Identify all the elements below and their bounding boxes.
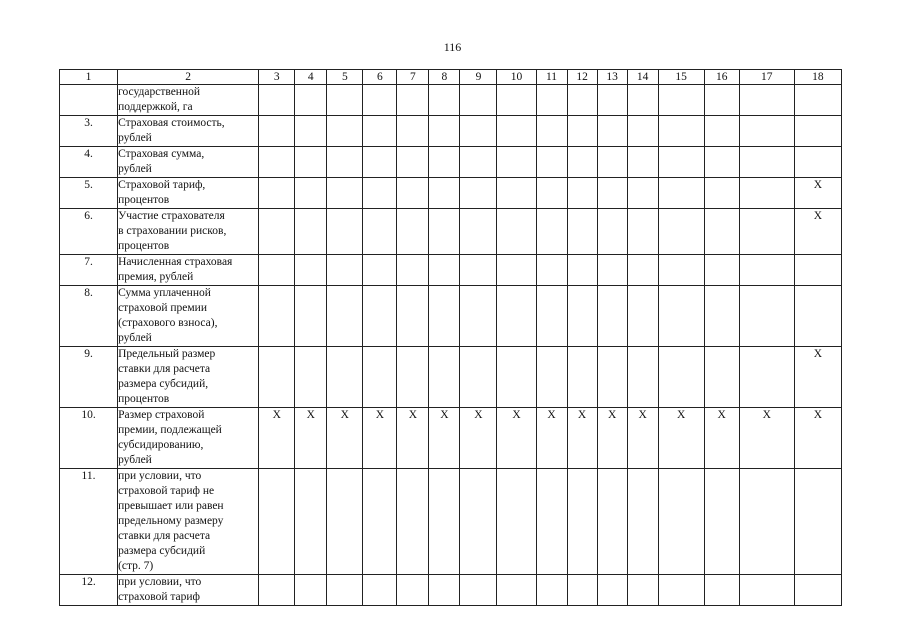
data-cell bbox=[567, 85, 597, 116]
data-cell bbox=[658, 85, 704, 116]
data-cell bbox=[658, 209, 704, 255]
column-header: 7 bbox=[397, 70, 429, 85]
data-cell bbox=[739, 147, 794, 178]
column-header: 5 bbox=[327, 70, 363, 85]
row-label-line: Начисленная страховая bbox=[118, 256, 233, 268]
row-label-line: Страховой тариф, bbox=[118, 179, 206, 191]
data-cell bbox=[327, 286, 363, 347]
data-cell bbox=[460, 85, 497, 116]
row-number: 11. bbox=[60, 469, 118, 575]
column-header: 2 bbox=[118, 70, 259, 85]
data-cell: Х bbox=[627, 408, 658, 469]
data-cell bbox=[704, 116, 739, 147]
row-label-line: Участие страхователя bbox=[118, 210, 225, 222]
data-cell bbox=[497, 469, 536, 575]
column-header: 4 bbox=[295, 70, 327, 85]
table-row bbox=[60, 408, 842, 469]
data-cell bbox=[460, 469, 497, 575]
row-label-line: ставки для расчета bbox=[118, 530, 211, 542]
page-number: 116 bbox=[443, 40, 462, 54]
data-cell bbox=[327, 209, 363, 255]
data-cell bbox=[397, 255, 429, 286]
data-cell bbox=[704, 209, 739, 255]
data-cell bbox=[429, 286, 460, 347]
row-label-line: (страхового взноса), bbox=[118, 317, 218, 329]
row-label-line: рублей bbox=[118, 454, 152, 466]
row-label-line: страховой премии bbox=[118, 302, 207, 314]
data-cell bbox=[460, 116, 497, 147]
column-header: 9 bbox=[460, 70, 497, 85]
data-cell bbox=[739, 255, 794, 286]
column-header: 15 bbox=[658, 70, 704, 85]
data-cell bbox=[497, 575, 536, 606]
row-label-line: ставки для расчета bbox=[118, 363, 211, 375]
row-label-line: поддержкой, га bbox=[118, 101, 193, 113]
data-cell: Х bbox=[295, 408, 327, 469]
data-cell bbox=[259, 85, 295, 116]
data-cell bbox=[397, 286, 429, 347]
data-cell bbox=[429, 85, 460, 116]
data-cell bbox=[429, 209, 460, 255]
data-cell bbox=[627, 255, 658, 286]
column-header: 12 bbox=[567, 70, 597, 85]
column-header: 3 bbox=[259, 70, 295, 85]
data-cell bbox=[658, 255, 704, 286]
data-cell bbox=[327, 178, 363, 209]
data-cell bbox=[295, 255, 327, 286]
row-label bbox=[118, 469, 259, 575]
data-cell bbox=[497, 255, 536, 286]
data-cell: Х bbox=[794, 209, 841, 255]
row-number: 3. bbox=[60, 116, 118, 147]
data-cell bbox=[363, 286, 397, 347]
data-cell bbox=[460, 209, 497, 255]
column-header: 18 bbox=[794, 70, 841, 85]
table-row bbox=[60, 209, 842, 255]
row-number: 5. bbox=[60, 178, 118, 209]
data-cell: Х bbox=[536, 408, 567, 469]
data-cell bbox=[567, 469, 597, 575]
row-label bbox=[118, 286, 259, 347]
data-cell bbox=[536, 178, 567, 209]
data-cell bbox=[295, 147, 327, 178]
row-label-line: премии, подлежащей bbox=[118, 424, 222, 436]
form-table bbox=[59, 69, 842, 606]
data-cell bbox=[627, 209, 658, 255]
data-cell bbox=[259, 469, 295, 575]
data-cell bbox=[259, 209, 295, 255]
column-header: 10 bbox=[497, 70, 536, 85]
data-cell bbox=[739, 209, 794, 255]
row-label-line: превышает или равен bbox=[118, 500, 224, 512]
column-header: 11 bbox=[536, 70, 567, 85]
data-cell bbox=[327, 575, 363, 606]
data-cell bbox=[397, 178, 429, 209]
data-cell: Х bbox=[567, 408, 597, 469]
row-label-line: Страховая сумма, bbox=[118, 148, 205, 160]
data-cell bbox=[363, 469, 397, 575]
data-cell bbox=[794, 147, 841, 178]
data-cell bbox=[739, 286, 794, 347]
data-cell bbox=[363, 347, 397, 408]
data-cell: Х bbox=[597, 408, 627, 469]
data-cell bbox=[658, 347, 704, 408]
row-label-line: рублей bbox=[118, 332, 152, 344]
data-cell bbox=[429, 178, 460, 209]
data-cell bbox=[597, 116, 627, 147]
data-cell bbox=[597, 347, 627, 408]
row-label-line: размера субсидий, bbox=[118, 378, 209, 390]
data-cell bbox=[327, 116, 363, 147]
row-label-line: при условии, что bbox=[118, 470, 202, 482]
row-label-line: страховой тариф bbox=[118, 591, 201, 603]
row-label bbox=[118, 575, 259, 606]
data-cell bbox=[397, 147, 429, 178]
data-cell: Х bbox=[794, 178, 841, 209]
data-cell bbox=[658, 469, 704, 575]
data-cell: Х bbox=[739, 408, 794, 469]
data-cell bbox=[739, 178, 794, 209]
data-cell bbox=[259, 178, 295, 209]
data-cell bbox=[794, 575, 841, 606]
data-cell: Х bbox=[704, 408, 739, 469]
data-cell bbox=[536, 286, 567, 347]
data-cell bbox=[704, 255, 739, 286]
data-cell bbox=[363, 85, 397, 116]
data-cell bbox=[704, 286, 739, 347]
row-label-line: предельному размеру bbox=[118, 515, 224, 527]
data-cell bbox=[460, 147, 497, 178]
data-cell bbox=[597, 178, 627, 209]
data-cell bbox=[429, 116, 460, 147]
data-cell bbox=[497, 85, 536, 116]
column-header: 17 bbox=[739, 70, 794, 85]
row-label-line: размера субсидий bbox=[118, 545, 206, 557]
data-cell bbox=[327, 147, 363, 178]
data-cell bbox=[259, 286, 295, 347]
data-cell bbox=[536, 347, 567, 408]
row-label-line: Сумма уплаченной bbox=[118, 287, 211, 299]
data-cell bbox=[536, 116, 567, 147]
row-number: 6. bbox=[60, 209, 118, 255]
row-label-line: премия, рублей bbox=[118, 271, 194, 283]
row-number: 9. bbox=[60, 347, 118, 408]
row-label bbox=[118, 85, 259, 116]
data-cell bbox=[363, 116, 397, 147]
row-label bbox=[118, 178, 259, 209]
table-row bbox=[60, 469, 842, 575]
row-label-line: в страховании рисков, bbox=[118, 225, 227, 237]
data-cell: Х bbox=[658, 408, 704, 469]
row-label-line: Страховая стоимость, bbox=[118, 117, 225, 129]
data-cell bbox=[295, 469, 327, 575]
data-cell bbox=[397, 209, 429, 255]
row-label-line: (стр. 7) bbox=[118, 560, 154, 572]
data-cell bbox=[739, 116, 794, 147]
data-cell bbox=[397, 116, 429, 147]
data-cell bbox=[627, 85, 658, 116]
data-cell bbox=[460, 575, 497, 606]
data-cell bbox=[363, 147, 397, 178]
data-cell bbox=[704, 469, 739, 575]
data-cell: Х bbox=[259, 408, 295, 469]
column-header: 13 bbox=[597, 70, 627, 85]
column-header: 8 bbox=[429, 70, 460, 85]
data-cell bbox=[597, 85, 627, 116]
data-cell bbox=[739, 85, 794, 116]
data-cell bbox=[704, 575, 739, 606]
data-cell bbox=[536, 209, 567, 255]
data-cell bbox=[704, 85, 739, 116]
data-cell bbox=[739, 469, 794, 575]
column-header-row bbox=[60, 70, 842, 85]
row-label-line: субсидированию, bbox=[118, 439, 204, 451]
column-header: 1 bbox=[60, 70, 118, 85]
data-cell bbox=[460, 255, 497, 286]
row-number: 4. bbox=[60, 147, 118, 178]
data-cell bbox=[397, 347, 429, 408]
row-label-line: при условии, что bbox=[118, 576, 202, 588]
table-row bbox=[60, 116, 842, 147]
data-cell: Х bbox=[460, 408, 497, 469]
data-cell bbox=[460, 178, 497, 209]
row-label-line: страховой тариф не bbox=[118, 485, 215, 497]
data-cell bbox=[627, 147, 658, 178]
data-cell bbox=[259, 147, 295, 178]
table-row bbox=[60, 178, 842, 209]
table-row bbox=[60, 85, 842, 116]
data-cell bbox=[627, 347, 658, 408]
row-label-line: процентов bbox=[118, 393, 170, 405]
data-cell bbox=[658, 286, 704, 347]
data-cell bbox=[597, 286, 627, 347]
data-cell bbox=[397, 469, 429, 575]
row-label-line: процентов bbox=[118, 240, 170, 252]
table-row bbox=[60, 255, 842, 286]
data-cell: Х bbox=[397, 408, 429, 469]
data-cell bbox=[597, 209, 627, 255]
data-cell bbox=[567, 575, 597, 606]
row-label-line: процентов bbox=[118, 194, 170, 206]
data-cell bbox=[536, 85, 567, 116]
data-cell bbox=[658, 575, 704, 606]
data-cell bbox=[794, 286, 841, 347]
data-cell bbox=[536, 255, 567, 286]
data-cell bbox=[536, 147, 567, 178]
data-cell bbox=[259, 347, 295, 408]
data-cell: Х bbox=[794, 347, 841, 408]
data-cell bbox=[627, 469, 658, 575]
data-cell bbox=[327, 347, 363, 408]
data-cell bbox=[295, 178, 327, 209]
row-number bbox=[60, 85, 118, 116]
data-cell bbox=[259, 116, 295, 147]
row-label bbox=[118, 255, 259, 286]
data-cell bbox=[429, 469, 460, 575]
data-cell bbox=[627, 178, 658, 209]
data-cell bbox=[704, 347, 739, 408]
data-cell bbox=[363, 255, 397, 286]
data-cell bbox=[627, 286, 658, 347]
data-cell bbox=[397, 575, 429, 606]
data-cell bbox=[295, 116, 327, 147]
data-cell: Х bbox=[429, 408, 460, 469]
data-cell bbox=[259, 575, 295, 606]
data-cell bbox=[567, 255, 597, 286]
data-cell bbox=[460, 286, 497, 347]
data-cell bbox=[597, 255, 627, 286]
column-header: 16 bbox=[704, 70, 739, 85]
data-cell bbox=[429, 255, 460, 286]
data-cell bbox=[536, 575, 567, 606]
table-row bbox=[60, 147, 842, 178]
data-cell bbox=[567, 347, 597, 408]
row-label bbox=[118, 209, 259, 255]
row-number: 12. bbox=[60, 575, 118, 606]
data-cell bbox=[704, 147, 739, 178]
data-cell bbox=[497, 209, 536, 255]
data-cell bbox=[295, 85, 327, 116]
data-cell bbox=[567, 209, 597, 255]
table-row bbox=[60, 286, 842, 347]
data-cell bbox=[739, 575, 794, 606]
data-cell: Х bbox=[497, 408, 536, 469]
data-cell: Х bbox=[363, 408, 397, 469]
data-cell bbox=[536, 469, 567, 575]
data-cell bbox=[658, 147, 704, 178]
data-cell bbox=[397, 85, 429, 116]
data-cell bbox=[567, 178, 597, 209]
data-cell bbox=[658, 116, 704, 147]
data-cell bbox=[429, 347, 460, 408]
data-cell bbox=[794, 469, 841, 575]
data-cell bbox=[429, 575, 460, 606]
row-label-line: Размер страховой bbox=[118, 409, 205, 421]
row-number: 10. bbox=[60, 408, 118, 469]
data-cell: Х bbox=[794, 408, 841, 469]
row-number: 8. bbox=[60, 286, 118, 347]
data-cell bbox=[794, 116, 841, 147]
data-cell bbox=[597, 147, 627, 178]
data-cell bbox=[429, 147, 460, 178]
row-label-line: рублей bbox=[118, 163, 152, 175]
row-label-line: рублей bbox=[118, 132, 152, 144]
data-cell bbox=[295, 347, 327, 408]
data-cell bbox=[794, 255, 841, 286]
row-number: 7. bbox=[60, 255, 118, 286]
data-cell bbox=[658, 178, 704, 209]
row-label bbox=[118, 116, 259, 147]
data-cell bbox=[567, 286, 597, 347]
data-cell bbox=[363, 178, 397, 209]
data-cell bbox=[497, 286, 536, 347]
data-cell bbox=[295, 286, 327, 347]
data-cell bbox=[739, 347, 794, 408]
row-label bbox=[118, 347, 259, 408]
data-cell bbox=[597, 469, 627, 575]
data-cell bbox=[497, 347, 536, 408]
data-cell bbox=[497, 147, 536, 178]
data-cell bbox=[327, 85, 363, 116]
data-cell bbox=[460, 347, 497, 408]
row-label-line: Предельный размер bbox=[118, 348, 216, 360]
data-cell bbox=[597, 575, 627, 606]
data-cell bbox=[704, 178, 739, 209]
data-cell bbox=[327, 255, 363, 286]
data-cell bbox=[627, 116, 658, 147]
data-cell bbox=[567, 116, 597, 147]
data-cell bbox=[259, 255, 295, 286]
row-label bbox=[118, 408, 259, 469]
data-cell bbox=[794, 85, 841, 116]
data-cell bbox=[497, 178, 536, 209]
table-row bbox=[60, 575, 842, 606]
data-cell bbox=[327, 469, 363, 575]
data-cell bbox=[363, 209, 397, 255]
column-header: 6 bbox=[363, 70, 397, 85]
row-label bbox=[118, 147, 259, 178]
table-row bbox=[60, 347, 842, 408]
row-label-line: государственной bbox=[118, 86, 201, 98]
data-cell bbox=[497, 116, 536, 147]
data-cell bbox=[295, 575, 327, 606]
data-cell: Х bbox=[327, 408, 363, 469]
data-cell bbox=[363, 575, 397, 606]
data-cell bbox=[295, 209, 327, 255]
data-cell bbox=[627, 575, 658, 606]
column-header: 14 bbox=[627, 70, 658, 85]
data-cell bbox=[567, 147, 597, 178]
